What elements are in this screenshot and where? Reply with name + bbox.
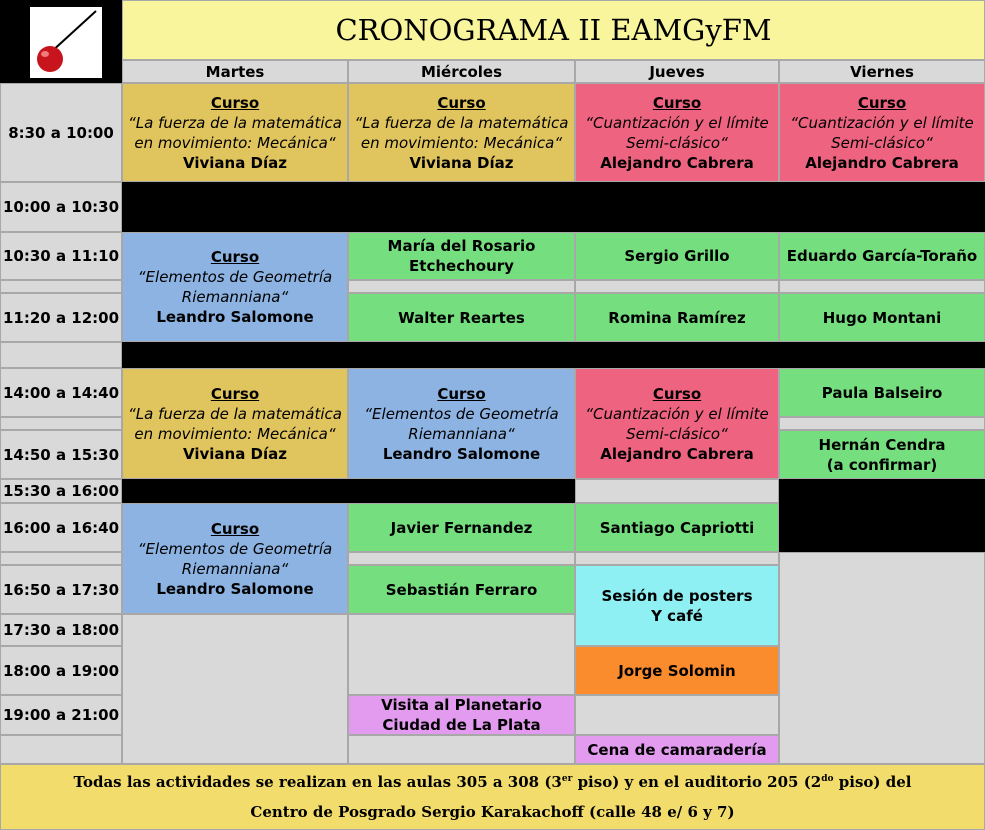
talk-block: [348, 503, 575, 552]
course-title: Semi-clásico“: [831, 133, 933, 152]
course-block-geometria: [122, 503, 348, 614]
event-label: Cena de camaradería: [587, 740, 767, 759]
course-title: “La fuerza de la matemática: [128, 113, 342, 132]
talk-block: [575, 646, 779, 695]
planetario-block: [348, 695, 575, 735]
day-header-jueves: Jueves: [575, 60, 779, 83]
speaker-name: Paula Balseiro: [821, 383, 943, 402]
talk-block: [348, 565, 575, 614]
talk-block: [575, 293, 779, 342]
time-slot: 11:20 a 12:00: [0, 293, 122, 342]
footer-note: [0, 764, 985, 830]
course-label: Curso: [857, 93, 907, 112]
time-slot: 18:00 a 19:00: [0, 646, 122, 695]
course-title: “Cuantización y el límite: [585, 404, 769, 423]
course-title: en movimiento: Mecánica“: [134, 133, 336, 152]
time-slot: 17:30 a 18:00: [0, 614, 122, 646]
footer-line-2: Centro de Posgrado Sergio Karakachoff (calle 48 e/ 6 y 7): [250, 803, 735, 821]
course-label: Curso: [210, 248, 260, 266]
event-label: Visita al Planetario: [381, 696, 542, 714]
empty-cell: [575, 695, 779, 735]
course-title: Semi-clásico“: [626, 133, 728, 152]
course-label: Curso: [437, 93, 486, 112]
course-title: Riemanniana“: [408, 424, 515, 443]
logo-box: [30, 7, 102, 78]
course-label: Curso: [210, 384, 260, 403]
spacer-cell: [575, 552, 779, 565]
course-title: en movimiento: Mecánica“: [134, 424, 336, 443]
talk-block: [348, 232, 575, 280]
empty-cell: [779, 552, 985, 764]
course-title: “La fuerza de la matemática: [354, 113, 569, 132]
time-slot: 16:50 a 17:30: [0, 565, 122, 614]
talk-block: [779, 232, 985, 280]
speaker-name: Sergio Grillo: [624, 247, 730, 265]
time-slot: 16:00 a 16:40: [0, 503, 122, 552]
footer-text: piso) del: [833, 773, 912, 791]
spacer-cell: [348, 552, 575, 565]
course-title: Semi-clásico“: [626, 424, 728, 443]
course-block-geometria: [122, 232, 348, 342]
talk-block: [779, 430, 985, 479]
course-teacher: Leandro Salomone: [156, 579, 314, 598]
break-bar: [122, 342, 985, 368]
spacer-cell: [779, 417, 985, 430]
day-header-viernes: Viernes: [779, 60, 985, 83]
spacer-cell: [348, 280, 575, 293]
speaker-name: Hugo Montani: [822, 308, 942, 327]
footer-sup: er: [561, 774, 573, 784]
course-block-mecanica: [122, 83, 348, 182]
break-bar: [122, 182, 985, 232]
course-title: “La fuerza de la matemática: [128, 404, 342, 423]
time-spacer: [0, 342, 122, 368]
course-teacher: Viviana Díaz: [409, 153, 514, 172]
speaker-name: María del Rosario: [387, 237, 536, 255]
time-slot: 15:30 a 16:00: [0, 479, 122, 503]
talk-block: [575, 232, 779, 280]
course-teacher: Leandro Salomone: [156, 308, 314, 326]
speaker-name: Hernán Cendra: [818, 435, 946, 454]
day-header-miercoles: Miércoles: [348, 60, 575, 83]
logo-cell: [0, 0, 122, 83]
cherry-icon: [30, 7, 102, 78]
course-teacher: Alejandro Cabrera: [600, 153, 754, 172]
posters-label: Sesión de posters: [601, 586, 753, 605]
empty-cell: [575, 479, 779, 503]
page-title: CRONOGRAMA II EAMGyFM: [122, 0, 985, 60]
course-block-cuantizacion: [779, 83, 985, 182]
dinner-block: [575, 735, 779, 764]
event-label: Ciudad de La Plata: [382, 716, 541, 734]
course-title: “Elementos de Geometría: [364, 404, 559, 423]
spacer-cell: [779, 280, 985, 293]
course-block-cuantizacion: [575, 83, 779, 182]
empty-cell: [348, 735, 575, 764]
posters-block: [575, 565, 779, 646]
course-label: Curso: [210, 93, 260, 112]
footer-text: Todas las actividades se realizan en las aulas 305 a 308 (3: [73, 773, 562, 791]
course-title: en movimiento: Mecánica“: [360, 133, 563, 152]
footer-sup: do: [821, 774, 834, 784]
empty-cell: [348, 614, 575, 695]
time-slot: 10:30 a 11:10: [0, 232, 122, 280]
course-teacher: Alejandro Cabrera: [600, 444, 754, 463]
time-slot: 8:30 a 10:00: [0, 83, 122, 182]
day-header-martes: Martes: [122, 60, 348, 83]
time-spacer: [0, 417, 122, 430]
talk-block: [348, 293, 575, 342]
speaker-name: Walter Reartes: [398, 308, 525, 327]
speaker-name: Jorge Solomin: [618, 661, 736, 680]
course-block-cuantizacion: [575, 368, 779, 479]
time-slot: 10:00 a 10:30: [0, 182, 122, 232]
course-title: Riemanniana“: [181, 288, 289, 306]
course-title: “Cuantización y el límite: [585, 113, 769, 132]
course-teacher: Alejandro Cabrera: [805, 153, 959, 172]
course-block-geometria: [348, 368, 575, 479]
empty-cell: [122, 614, 348, 764]
break-bar: [122, 479, 575, 503]
time-slot: 14:50 a 15:30: [0, 430, 122, 479]
speaker-name: Sebastián Ferraro: [385, 580, 538, 599]
course-label: Curso: [437, 384, 486, 403]
posters-label: Y café: [651, 606, 703, 625]
course-label: Curso: [652, 93, 702, 112]
spacer-cell: [575, 280, 779, 293]
speaker-name: Javier Fernandez: [390, 518, 533, 537]
course-title: “Elementos de Geometría: [137, 268, 333, 286]
time-slot: 14:00 a 14:40: [0, 368, 122, 417]
time-spacer: [0, 280, 122, 293]
course-label: Curso: [652, 384, 702, 403]
course-title: Riemanniana“: [181, 559, 289, 578]
footer-line-1: [74, 767, 912, 797]
speaker-name: Santiago Capriotti: [599, 518, 755, 537]
footer-text: piso) y en el auditorio 205 (2: [572, 773, 822, 791]
time-spacer: [0, 735, 122, 764]
course-teacher: Leandro Salomone: [382, 444, 541, 463]
talk-block: [575, 503, 779, 552]
course-block-mecanica: [122, 368, 348, 479]
talk-block: [779, 293, 985, 342]
time-slot: 19:00 a 21:00: [0, 695, 122, 735]
course-teacher: Viviana Díaz: [183, 444, 287, 463]
break-bar: [779, 479, 985, 552]
speaker-name: Etchechoury: [409, 257, 514, 275]
time-spacer: [0, 552, 122, 565]
course-title: “Elementos de Geometría: [137, 539, 333, 558]
course-title: “Cuantización y el límite: [790, 113, 974, 132]
course-teacher: Viviana Díaz: [183, 153, 287, 172]
speaker-name: Romina Ramírez: [608, 308, 746, 327]
speaker-name: Eduardo García-Toraño: [786, 247, 978, 265]
course-label: Curso: [210, 519, 260, 538]
course-block-mecanica: [348, 83, 575, 182]
speaker-note: (a confirmar): [826, 455, 938, 474]
talk-block: [779, 368, 985, 417]
